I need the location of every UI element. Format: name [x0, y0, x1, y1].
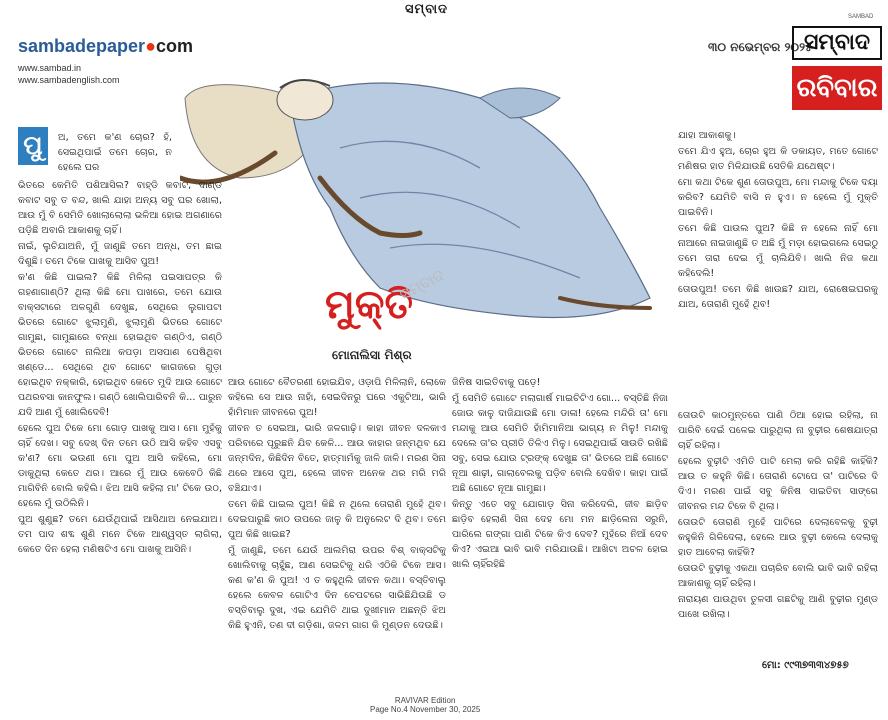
- site-tld: com: [155, 36, 193, 56]
- page-info: Page No.4 November 30, 2025: [370, 705, 481, 714]
- paragraph: ତମେ କିଛି ପାଉଲ ପୁଅ? କିଛି ନ ହେଲେ ନାହିଁ ମୋ ନାଆରେ ନାଇଜାଣୁଛି ତ ଅଛି ମୁଁ ମଡ଼ା ହୋଇଗଲେ ସେଇଠୁ ତମେ ତାରା ଦେଇ ମୁଁ ଚାଲିଯିବି। ଖାଲି ନିଜ କଥା କହିଦେଲି!: [678, 223, 878, 279]
- author-contact: ମୋ: ୯୯୩୭୩୩୪୭୫୭: [762, 660, 849, 671]
- paragraph: ଭିତରେ କେମିତି ପଶିଆସିଲ? ବାହ୍ଡି କବାଟ, ଦାଣ୍ଡ କବାଟ ସବୁ ତ ବନ୍ଦ, ଖାଲି ଯାହା ଅନ୍ୟ ସବୁ ଘର ଖୋଲା, ଆଉ ମୁଁ ବି ସେମିତି ଖୋଲାଲୋଲା ଭଳିଆ ହୋଇ ଅଗଣାରେ ପଡ଼ିଛି ଅବାରି ଆକାଶକୁ ଚାହିଁ।: [18, 180, 222, 236]
- title-watermark: ସମ୍ବାଦ: [396, 264, 448, 305]
- paragraph: କିନ୍ତୁ ଏତେ ସବୁ ଯୋଗାଡ଼ ସିନା କରିଦେଲି, ଜୀବ ଛାଡ଼ିବ ଛାଡ଼ିବ ହେଲାଣି ସିନା ଦେହ ମୋ ମନ ଛାଡ଼ିଲେନା ସରୁନି, ପାରିଲେ ଗଙ୍ଗା ପାଣି ଟିକେ କିଏ ଦେବ? ମୁହଁରେ ନିଆଁ ଦେବ କିଏ? ଏଇଆ ଭାବି ଭାବି ମରିଯାଉଛି। ଆଖିଟା ଅଚଳ ହୋଇ ଖାଲି ଚାହିଁରହିଛି: [452, 499, 668, 570]
- paragraph: ତୋଉଟି ତୋରାଣି ମୁହେଁ ପାଟିରେ ଦେଲାବେଳକୁ ବୁଢ଼ୀ କହୁକିନି ଗିଳିଦେଲା, ହେଲେ ଆଉ ବୁଢ଼ୀ କେଲେ ଦେଲାକୁ ହାତ ଆବେଲା କାହିଁକି?: [678, 517, 878, 558]
- masthead-title: ସମ୍ବାଦ: [792, 26, 882, 60]
- paragraph: ତୋଉଟି କାଠମୁନ୍ତରେ ପାଣି ଠିଆ ହୋଇ ରହିଲା, ନା ପାରିବି ଦେଇଁ ପଳେଇ ପାରୁଥିଲା ନା ବୁଢ଼ୀର ଶେଷଯାତ୍ରା ଚାହିଁ ରହିଲା।: [678, 410, 878, 451]
- paragraph: ମୁଁ ସେମିତି ଗୋଟେ ମଲାଗାର୍ଷ ମାଇଚିଟିଏ ଗୋ... ବସ୍ତିଛି ନିଜା ଜୋଉ କାଳୁ ଦାଜିଯାଉଛି ମୋ ଡାଳା! ହେଲେ ମନ୍ଦିରି ତା' ମୋ ମନ୍ଦାକୁ ଆଉ ସେମିତି ହାଁମିମାନିଆ ଭାଗ୍ୟ ନ ମିଳୁ! ମନ୍ଦାକୁ ଦେଲେ ତା'ର ପ୍ରୀତି ତିଳିଏ ମିଳୁ। ସେଇଥିପାଇଁ ସାଉତି ରଖିଛି ସବୁ, ସେଇ ଯୋଉ ଟ୍ରଙ୍କ୍ ଦେଖୁଛ ତା' ଭିତରେ ଅଛି ଗୋଟେ ନୂଆ ଶାଢ଼ୀ, ଗାଲାବେଲକୁ ପଡ଼ିବ ବୋଲି ଦେଖିବ। କାହା ପାଇଁ ଅଛି ଗୋଟେ ନୂଆ ଗାମୁଛା।: [452, 393, 668, 494]
- paragraph: ତୋଉଟି ବୁଢ଼ୀକୁ ଏକଥା ପଚାରିବ ବୋଲି ଭାବି ଭାବି ରହିଲା ଆକାଶକୁ ଚାହିଁ ରହିଲା।: [678, 563, 878, 589]
- column-1-intro: ଅ, ତମେ କ'ଣ ଚୋର? ହଁ, ସେଇଥିପାଇଁ ତମେ ଚୋର, ନ ହେଲେ ଘର: [58, 132, 172, 173]
- drop-cap: ପୁ: [18, 127, 48, 165]
- paragraph: ଯାହା ଆକାଶକୁ।: [678, 130, 736, 141]
- masthead-small: SAMBAD: [848, 14, 874, 20]
- column-4: [678, 128, 878, 408]
- masthead-subtitle: ରବିବାର: [792, 66, 882, 110]
- site-link[interactable]: www.sambad.in: [18, 63, 82, 73]
- column-2: [228, 375, 446, 678]
- paragraph: ନାଇଁ, ଲୁଚିଯାଅନି, ମୁଁ ଜାଣୁଛି ତମେ ଅନ୍ଧ, ତମ ଛାଇ ଦିଶୁଛି। ତମେ ଟିକେ ପାଖକୁ ଆସିବ ପୁଅ!: [18, 241, 222, 267]
- paragraph: ଜୀବନ ତ ସେଇଆ, ଭାରି ଜଳଗାଢ଼ି। କାହା ଜୀବନ ଦଳକାଏ ପରିବାରେ ପୂରୁଛନି ଯିବ କେଳି... ଆଉ କାହାର ଜନ୍ମଥିବ ଯେ ଜନ୍ମଦିନ, କିଛିଦିନ ବିତେ, ହାତ୍‌ମାମଁକୁ ଜାଳି ଜାଳି। ମରଣ ସିନା ଥରେ ଆସେ ପୁଅ, ହେଲେ ଜୀବନ ଅନେକ ଥର ମରି ମରି ବଞ୍ଚିଯାଏ।: [228, 423, 446, 494]
- paragraph: ଜିନିଷ ସାଇତିବାକୁ ପଡ଼େ!: [452, 377, 541, 388]
- site-link[interactable]: www.sambadenglish.com: [18, 75, 120, 85]
- column-4-lower: [678, 408, 878, 648]
- paragraph: ପୁଅ ଶୁଣୁଛ? ତମେ ଯେଉଁଥିପାଇଁ ଆସିଥାଅ ନେଇଯାଅ। ତମ ପାଦ ଶବ୍ଦ ଶୁଣି ମନେ ଟିକେ ଆଶ୍ୱସ୍ତ ଲାଗିଲା, କେତେ ଦିନ ହେଲା ମଣିଷଟିଏ ମୋ ପାଖକୁ ଆସିନି।: [18, 514, 222, 555]
- column-3: [452, 375, 668, 678]
- paragraph: ହେଲେ ବୁଢ଼ୀଟି ଏମିତି ପାଟି ମେଲା କରି ରହିଛି କାହିଁକି? ଆଉ ତ କହୁନି କିଛି। ତୋରାଣି ଟୋପେ ତା' ପାଟିରେ ଦି ଦିଏ। ମରଣ ପାଇଁ ସବୁ କିନିଷ ସାଇତିବା ସାଙ୍ଗେ ଜୀବନର ମନ୍ଦ ଟିକେ ବି ଥିଲା।: [678, 456, 878, 512]
- paragraph: ଆଉ ଗୋଟେ ବୈତରଣୀ ହୋଇଯିବ, ଓଡ଼ାପି ମିଳିଲାନି, ଲୋକେ କହିଲେ ସେ ଆଉ ନାହାଁ, ସେଇଦିନରୁ ଘରେ ଏକୁଟିଆ, ଭାରି ହାଁମିମାନ ଜୀବନରେ ପୁଅ!: [228, 377, 446, 418]
- top-logo: ସମ୍ବାଦ: [405, 2, 448, 17]
- site-links: [18, 62, 120, 86]
- paragraph: ନାରାୟଣ ପାଉଥିବା ତୁଳସୀ ଗଛଟିକୁ ଆଣି ବୁଢ଼ୀର ମୁଣ୍ଡ ପାଖେ ରଖିଲା।: [678, 594, 878, 620]
- page-footer: [370, 696, 480, 714]
- story-byline: ମୋନାଲିସା ମିଶ୍ର: [332, 348, 412, 362]
- site-name-text: sambadepaper: [18, 36, 146, 56]
- paragraph: କ'ଣ କିଛି ପାଇଲ? କିଛି ମିଳିଲା ପଇସାପତ୍ର କି ଗହଣାଗାଣ୍ଠି? ଥିଲା କିଛି ମୋ ପାଖରେ, ତମେ ଯୋଉ ବାକ୍ସଟାରେ ଅଳଗୁଣି ଦେଖୁଛ, ସେଥିରେ ଲୁଗାପଟା ଭିତରେ ଗୋଟେ ଝୁଲାମୁଣି, ଝୁଲାମୁଣି ଭିତରେ ଗୋଟେ ଗାମୁଛା, ଗାମୁଛାରେ ବନ୍ଧା ହୋଇଥିବ ଗଣ୍ଠିଏ, ଗଣ୍ଠି ଭିତରେ ଗୋଟେ ନାଲିଆ କପଡ଼ା ଅସପାଣ ପେଷିଥିବା ଖଣ୍ଡେ... ସେଥିରେ ଥିବ ଗୋଟେ କାଗଜରେ ଗୁଡ଼ା ହୋଇଥିବ ନକ୍କାରି, ହୋଇଥିବ କେତେ ମୁଦି ଆଉ ଗୋଟେ ପଥରବସା କାନଫୁଲ। ଗଣ୍ଠି ଖୋଲିପାରିବନି କି... ପାରୁନ ଯଦି ଆଣ ମୁଁ ଖୋଲିଦେବି!: [18, 272, 222, 418]
- paragraph: ମୁଁ ଜାଣୁଛି, ତମେ ଯେଉଁ ଆଲମିରା ଉପର ବିଶ୍ ବାକ୍ସଟିକୁ ଖୋଲିବାକୁ ଚାହୁଁଛ, ଆଣ ସେଇଟିକୁ ଧରି ଏଠିକି ଟିକେ ଆସ। କଣ କ'ଣ କି ପୁଅ! ଏ ତ କହୁଥିଲି ଜୀବନ କଥା। ବସ୍ତିବାଲୁ ହେଲେ କେବଳ ଗୋଟିଏ ଦିନ ଚେପଟରେ ସାଭିଛିଯିଉଛି ଡ ବସ୍ତିବାଲୁ ଦୁଖ, ଏଇ ଯେମିତି ଥାଇ ଦୁଖୀମାନ ଅଛନ୍ତି ଝିଅ କିଛି ହୁଏନି, ତଣ ଦୀ ଗଡ଼ିଶା, ଜଳମ ଗାଗ କି ମୁଣ୍ଡନ ଦେଉଛି।: [228, 545, 446, 631]
- paragraph: ମୋ କଥା ଟିକେ ଶୁଣ ତୋଉପୁଅ, ମୋ ମନ୍ଦାକୁ ଟିକେ ଦୟା କରିବ? ଯେମିତି ବାସି ନ ହୁଏ। ନ ହେଲେ ମୁଁ ମୁକ୍ତି ପାଇବିନି।: [678, 177, 878, 218]
- paragraph: ତମେ କିଛି ପାଇଲ ପୁଅ! କିଛି ନ ଥିଲେ ତୋରାଣି ମୁହେଁ ଥିବ। ଦେଇପାରୁଛି କାଠ ଉପରେ ଜାଳୁ କି ଅନୁଲେଟ ଦି ଥିବ। ତମେ ପୁଅ କିଛି ଖାଇଛ?: [228, 499, 446, 540]
- edition-label: RAVIVAR Edition: [394, 696, 456, 705]
- paragraph: ତମେ ଯିଏ ହୁଅ, ଚୋର ହୁଅ କି ଡକାୟତ, ମତେ ଗୋଟେ ମଣିଷର ହାତ ମିଳିଯାଉଛି ସେତିକି ଯଥେଷ୍ଟ।: [678, 146, 878, 172]
- issue-date: ୩୦ ନଭେମ୍ବର ୨୦୨୫: [708, 40, 813, 54]
- paragraph: ତୋଉପୁଅ! ତମେ କିଛି ଖାଉଛ? ଯାଅ, ରୋଷେଇଘରକୁ ଯାଅ, ତୋରାଣି ମୁହେଁ ଥିବ!: [678, 284, 878, 310]
- site-dot-icon: ●: [145, 36, 156, 56]
- paragraph: ହେଲେ ପୁଅ ଟିକେ ମୋ ଗୋଡ଼ ପାଖକୁ ଆସ। ମୋ ମୁହଁକୁ ଚାହିଁ ଦେଖ। ସବୁ ଦେଖ୍ ଦିନ ତମେ ଉଠି ଆସି କହିବ ଏସବୁ କ'ଣ? ମୋ ଭଉଣୀ ମୋ ପୁଅ ଆସି କହିଲେ, ମୋ ଡାକୁଥିଲା କେତେ ଥର। ଆରେ ମୁଁ ଆଉ କେବେଠି କିଛି ମାଗିବିନି ବୋଲି କହିଲି। ଝିଅ ଆସି କହିଲା ମା' ଟିକେ ଉଠ, ହେଲେ ମୁଁ ଉଠିଲିନି।: [18, 423, 222, 509]
- site-name[interactable]: [18, 36, 193, 57]
- column-1: [18, 178, 222, 678]
- story-title: ମୁକ୍ତି: [325, 282, 413, 328]
